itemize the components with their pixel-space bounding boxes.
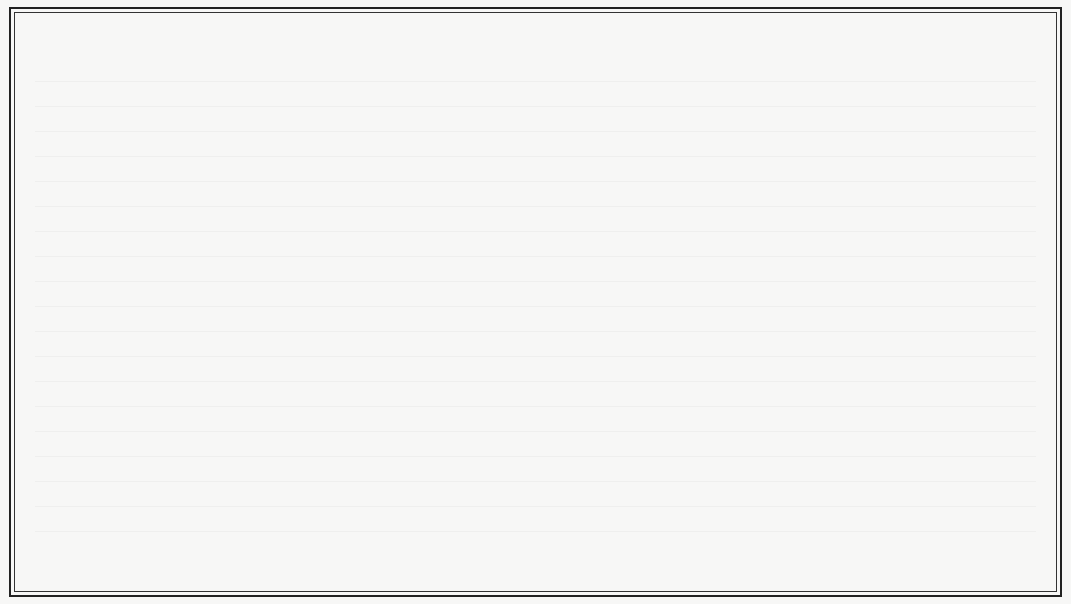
notice-box (14, 12, 1057, 592)
notice-frame (9, 7, 1062, 597)
notice-title (35, 27, 1036, 51)
notice-signature (35, 557, 1036, 581)
notice-body (35, 57, 1036, 551)
